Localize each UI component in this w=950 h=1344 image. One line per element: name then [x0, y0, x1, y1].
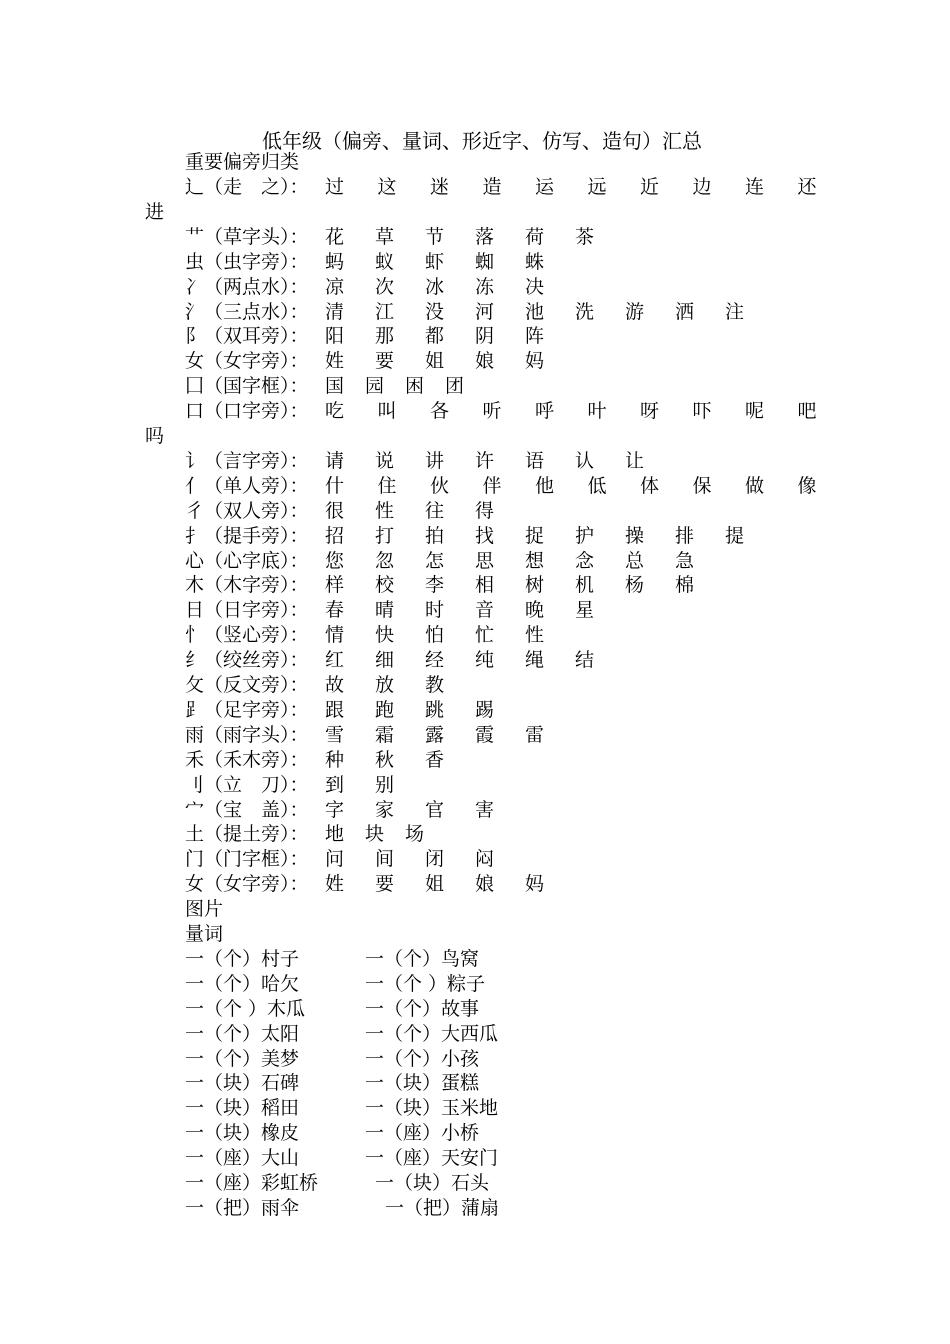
radical-character: 要 [375, 873, 395, 896]
radical-character: 认 [575, 449, 595, 472]
radical-label: 宀（宝 盖）： [185, 798, 309, 821]
radical-characters [325, 349, 575, 374]
radical-character: 团 [445, 375, 465, 398]
radical-character: 场 [405, 823, 425, 846]
radical-row [185, 225, 595, 250]
radical-label: 冫（两点水）： [185, 275, 309, 298]
measure-word-phrase: 一（块）石碑 [185, 1072, 300, 1095]
radical-character: 杨 [625, 574, 645, 597]
radical-character: 性 [375, 499, 395, 522]
measure-word-phrase: 一（个）美梦 [185, 1047, 300, 1070]
radical-row [185, 499, 495, 524]
radical-character: 往 [425, 499, 445, 522]
radical-character: 很 [325, 499, 345, 522]
measure-word-phrase: 一（块）蛋糕 [365, 1072, 480, 1095]
radical-row [185, 549, 695, 574]
measure-word-phrase: 一（把）蒲扇 [385, 1196, 500, 1219]
measure-word-phrase: 一（个）大西瓜 [365, 1022, 499, 1045]
radical-characters [325, 374, 485, 399]
radical-characters [325, 275, 575, 300]
radical-character: 运 [535, 176, 555, 198]
radical-characters [325, 847, 525, 872]
section-heading-radicals: 重要偏旁归类 [185, 151, 300, 173]
radical-character: 样 [325, 574, 345, 597]
radical-character: 虾 [425, 250, 445, 273]
radical-characters [325, 822, 445, 847]
radical-character: 池 [525, 300, 545, 323]
radical-character: 招 [325, 524, 345, 547]
radical-label: 心（心字底）： [185, 549, 309, 572]
radical-character: 踢 [475, 698, 495, 721]
radical-character: 吓 [692, 400, 712, 423]
radical-character: 雪 [325, 723, 345, 746]
radical-character: 讲 [425, 449, 445, 472]
radical-character: 晴 [375, 599, 395, 622]
radical-character: 思 [475, 549, 495, 572]
radical-character: 纯 [475, 649, 495, 672]
radical-label: 纟（绞丝旁）： [185, 649, 309, 672]
radical-row [185, 598, 595, 623]
radical-character: 江 [375, 300, 395, 323]
radical-character: 间 [375, 848, 395, 871]
measure-word-phrase: 一（个）鸟窝 [365, 947, 480, 970]
radical-characters [325, 623, 575, 648]
measure-word-phrase: 一（座）小桥 [365, 1122, 480, 1145]
radical-characters [325, 300, 775, 325]
radical-character: 花 [325, 225, 345, 248]
radical-row [185, 847, 495, 872]
measure-word-phrase: 一（个）哈欠 [185, 972, 300, 995]
radical-row [185, 324, 545, 349]
radical-row [185, 648, 595, 673]
radical-label: 氵（三点水）： [185, 300, 309, 323]
radical-character: 教 [425, 674, 445, 696]
radical-character: 节 [425, 225, 445, 248]
radical-row [185, 673, 445, 698]
radical-label: 禾（禾木旁）： [185, 748, 309, 771]
radical-character: 棉 [675, 574, 695, 597]
radical-character: 叶 [587, 400, 607, 423]
radical-character: 洗 [575, 300, 595, 323]
radical-character: 住 [377, 474, 397, 497]
radical-character: 提 [725, 524, 745, 547]
radical-character: 绳 [525, 649, 545, 672]
radical-character: 种 [325, 748, 345, 771]
radical-character: 妈 [525, 873, 545, 896]
radical-characters [325, 175, 850, 200]
radical-character: 跑 [375, 698, 395, 721]
measure-word-phrase: 一（座）天安门 [365, 1147, 499, 1170]
radical-character: 伙 [430, 474, 450, 497]
radical-row [185, 573, 695, 598]
radical-label: 口（口字旁）： [185, 400, 309, 423]
radical-characters [325, 225, 625, 250]
radical-character: 呢 [745, 400, 765, 423]
radical-character: 家 [375, 798, 395, 821]
radical-characters [325, 399, 850, 424]
radical-character: 块 [365, 823, 385, 846]
radical-row [185, 872, 545, 897]
radical-character: 问 [325, 848, 345, 871]
radical-label: 讠（言字旁）： [185, 449, 309, 472]
radical-label: ⻊（足字旁）： [185, 698, 309, 721]
radical-character: 念 [575, 549, 595, 572]
radical-character: 霜 [375, 723, 395, 746]
radical-character: 怕 [425, 624, 445, 647]
radical-character: 字 [325, 798, 345, 821]
radical-characters [325, 673, 475, 698]
radical-row [185, 822, 425, 847]
radical-character: 急 [675, 549, 695, 572]
radical-character: 姓 [325, 350, 345, 373]
radical-character: 故 [325, 674, 345, 696]
radical-character: 娘 [475, 873, 495, 896]
radical-label: 扌（提手旁）： [185, 524, 309, 547]
radical-character: 别 [375, 773, 395, 796]
radical-wrap-character: 吗 [145, 425, 165, 447]
picture-label: 图片 [185, 898, 224, 921]
radical-label: 门（门字框）： [185, 848, 309, 871]
radical-label: 日（日字旁）： [185, 599, 309, 622]
radical-character: 蛛 [525, 250, 545, 273]
radical-character: 阵 [525, 325, 545, 348]
radical-character: 结 [575, 649, 595, 672]
radical-characters [325, 723, 575, 748]
radical-character: 李 [425, 574, 445, 597]
measure-word-phrase: 一（块）石头 [375, 1172, 490, 1194]
section-heading-measure-words: 量词 [185, 923, 224, 945]
radical-character: 到 [325, 773, 345, 796]
radical-character: 吃 [325, 400, 345, 423]
radical-character: 姐 [425, 873, 445, 896]
radical-character: 凉 [325, 275, 345, 298]
radical-character: 害 [475, 798, 495, 821]
radical-label: 彳（双人旁）： [185, 499, 309, 522]
radical-character: 经 [425, 649, 445, 672]
radical-row [185, 748, 445, 773]
radical-character: 困 [405, 375, 425, 398]
radical-character: 晚 [525, 599, 545, 622]
radical-characters [325, 474, 850, 499]
radical-label: 雨（雨字头）： [185, 723, 309, 746]
radical-character: 落 [475, 225, 495, 248]
radical-character: 快 [375, 624, 395, 647]
radical-character: 妈 [525, 350, 545, 373]
radical-character: 地 [325, 823, 345, 846]
radical-row [185, 175, 817, 200]
radical-character: 树 [525, 574, 545, 597]
radical-character: 操 [625, 524, 645, 547]
radical-character: 得 [475, 499, 495, 522]
measure-word-phrase: 一（块）稻田 [185, 1097, 300, 1120]
radical-character: 官 [425, 798, 445, 821]
radical-character: 他 [535, 474, 555, 497]
radical-character: 霞 [475, 723, 495, 746]
radical-character: 时 [425, 599, 445, 622]
radical-character: 香 [425, 748, 445, 771]
radical-character: 校 [375, 574, 395, 597]
radical-character: 还 [797, 176, 817, 198]
radical-character: 春 [325, 599, 345, 622]
radical-characters [325, 773, 425, 798]
radical-label: 阝（双耳旁）： [185, 325, 309, 348]
radical-character: 细 [375, 649, 395, 672]
radical-character: 星 [575, 599, 595, 622]
radical-characters [325, 324, 575, 349]
radical-row [185, 524, 745, 549]
radical-character: 语 [525, 449, 545, 472]
radical-character: 闭 [425, 848, 445, 871]
radical-character: 注 [725, 300, 745, 323]
radical-character: 雷 [525, 723, 545, 746]
radical-character: 让 [625, 449, 645, 472]
radical-character: 冻 [475, 275, 495, 298]
radical-character: 都 [425, 325, 445, 348]
radical-character: 这 [377, 176, 397, 198]
radical-row [185, 698, 495, 723]
radical-character: 草 [375, 225, 395, 248]
radical-character: 忙 [475, 624, 495, 647]
measure-word-phrase: 一（个）小孩 [365, 1047, 480, 1070]
radical-character: 听 [482, 400, 502, 423]
radical-character: 相 [475, 574, 495, 597]
measure-word-phrase: 一（座）大山 [185, 1147, 300, 1170]
radical-character: 边 [692, 176, 712, 198]
radical-characters [325, 872, 575, 897]
radical-row [185, 300, 745, 325]
radical-characters [325, 499, 525, 524]
radical-label: 艹（草字头）： [185, 225, 309, 248]
radical-character: 许 [475, 449, 495, 472]
radical-label: 亻（单人旁）： [185, 474, 309, 497]
radical-character: 情 [325, 624, 345, 647]
radical-label: 攵（反文旁）： [185, 674, 309, 696]
radical-character: 阳 [325, 325, 345, 348]
radical-label: 刂（立 刀）： [185, 773, 309, 796]
radical-character: 做 [745, 474, 765, 497]
radical-character: 您 [325, 549, 345, 572]
radical-character: 洒 [675, 300, 695, 323]
radical-character: 吧 [797, 400, 817, 423]
radical-character: 迷 [430, 176, 450, 198]
measure-word-phrase: 一（个 ）木瓜 [185, 997, 306, 1020]
radical-character: 闷 [475, 848, 495, 871]
radical-character: 拍 [425, 524, 445, 547]
radical-character: 阴 [475, 325, 495, 348]
radical-character: 找 [475, 524, 495, 547]
measure-word-phrase: 一（个 ）粽子 [365, 972, 486, 995]
radical-character: 娘 [475, 350, 495, 373]
radical-character: 造 [482, 176, 502, 198]
radical-character: 音 [475, 599, 495, 622]
radical-characters [325, 250, 575, 275]
radical-character: 近 [640, 176, 660, 198]
radical-character: 总 [625, 549, 645, 572]
radical-character: 机 [575, 574, 595, 597]
radical-character: 茶 [575, 225, 595, 248]
radical-character: 清 [325, 300, 345, 323]
radical-character: 排 [675, 524, 695, 547]
radical-character: 各 [430, 400, 450, 423]
radical-character: 保 [692, 474, 712, 497]
radical-character: 姓 [325, 873, 345, 896]
radical-character: 呀 [640, 400, 660, 423]
radical-character: 决 [525, 275, 545, 298]
measure-word-phrase: 一（块）橡皮 [185, 1122, 300, 1145]
radical-row [185, 275, 545, 300]
measure-word-phrase: 一（个）村子 [185, 947, 300, 970]
radical-label: 辶（走 之）： [185, 176, 309, 198]
radical-label: 囗（国字框）： [185, 375, 309, 398]
radical-character: 伴 [482, 474, 502, 497]
radical-character: 蚁 [375, 250, 395, 273]
radical-character: 性 [525, 624, 545, 647]
radical-characters [325, 598, 625, 623]
radical-row [185, 798, 495, 823]
measure-word-phrase: 一（个）故事 [365, 997, 480, 1020]
radical-row [185, 250, 545, 275]
radical-characters [325, 549, 725, 574]
measure-word-phrase: 一（把）雨伞 [185, 1196, 300, 1219]
radical-character: 那 [375, 325, 395, 348]
measure-word-phrase: 一（个）太阳 [185, 1022, 300, 1045]
radical-character: 低 [587, 474, 607, 497]
measure-word-phrase: 一（块）玉米地 [365, 1097, 499, 1120]
radical-row [185, 773, 395, 798]
radical-character: 像 [797, 474, 817, 497]
radical-row [185, 474, 817, 499]
radical-character: 说 [375, 449, 395, 472]
radical-wrap-character: 进 [145, 200, 165, 223]
radical-character: 过 [325, 176, 345, 198]
radical-label: 虫（虫字旁）： [185, 250, 309, 273]
radical-character: 忽 [375, 549, 395, 572]
radical-character: 请 [325, 449, 345, 472]
radical-row [185, 723, 545, 748]
radical-label: 女（女字旁）： [185, 350, 309, 373]
radical-character: 体 [640, 474, 660, 497]
radical-characters [325, 524, 775, 549]
radical-characters [325, 698, 525, 723]
radical-character: 跟 [325, 698, 345, 721]
radical-row [185, 374, 465, 399]
radical-row [185, 449, 645, 474]
radical-character: 露 [425, 723, 445, 746]
radical-character: 荷 [525, 225, 545, 248]
radical-character: 蜘 [475, 250, 495, 273]
radical-character: 河 [475, 300, 495, 323]
measure-word-phrase: 一（座）彩虹桥 [185, 1172, 319, 1194]
radical-character: 红 [325, 649, 345, 672]
radical-row [185, 623, 545, 648]
page-title: 低年级（偏旁、量词、形近字、仿写、造句）汇总 [262, 129, 702, 153]
radical-row [185, 349, 545, 374]
radical-characters [325, 573, 725, 598]
radical-character: 怎 [425, 549, 445, 572]
radical-character: 国 [325, 375, 345, 398]
radical-character: 叫 [377, 400, 397, 423]
radical-label: 女（女字旁）： [185, 873, 309, 896]
radical-characters [325, 449, 675, 474]
radical-character: 呼 [535, 400, 555, 423]
radical-character: 要 [375, 350, 395, 373]
radical-character: 蚂 [325, 250, 345, 273]
radical-character: 秋 [375, 748, 395, 771]
radical-row [185, 399, 817, 424]
radical-character: 放 [375, 674, 395, 696]
radical-character: 冰 [425, 275, 445, 298]
radical-character: 打 [375, 524, 395, 547]
radical-characters [325, 648, 625, 673]
radical-character: 什 [325, 474, 345, 497]
radical-character: 姐 [425, 350, 445, 373]
radical-character: 远 [587, 176, 607, 198]
radical-label: 土（提土旁）： [185, 823, 309, 846]
radical-character: 次 [375, 275, 395, 298]
radical-label: 忄（竖心旁）： [185, 624, 309, 647]
radical-character: 游 [625, 300, 645, 323]
radical-label: 木（木字旁）： [185, 574, 309, 597]
radical-character: 园 [365, 375, 385, 398]
radical-characters [325, 748, 475, 773]
radical-character: 跳 [425, 698, 445, 721]
radical-character: 想 [525, 549, 545, 572]
radical-character: 捉 [525, 524, 545, 547]
radical-character: 护 [575, 524, 595, 547]
radical-character: 连 [745, 176, 765, 198]
radical-characters [325, 798, 525, 823]
radical-character: 没 [425, 300, 445, 323]
